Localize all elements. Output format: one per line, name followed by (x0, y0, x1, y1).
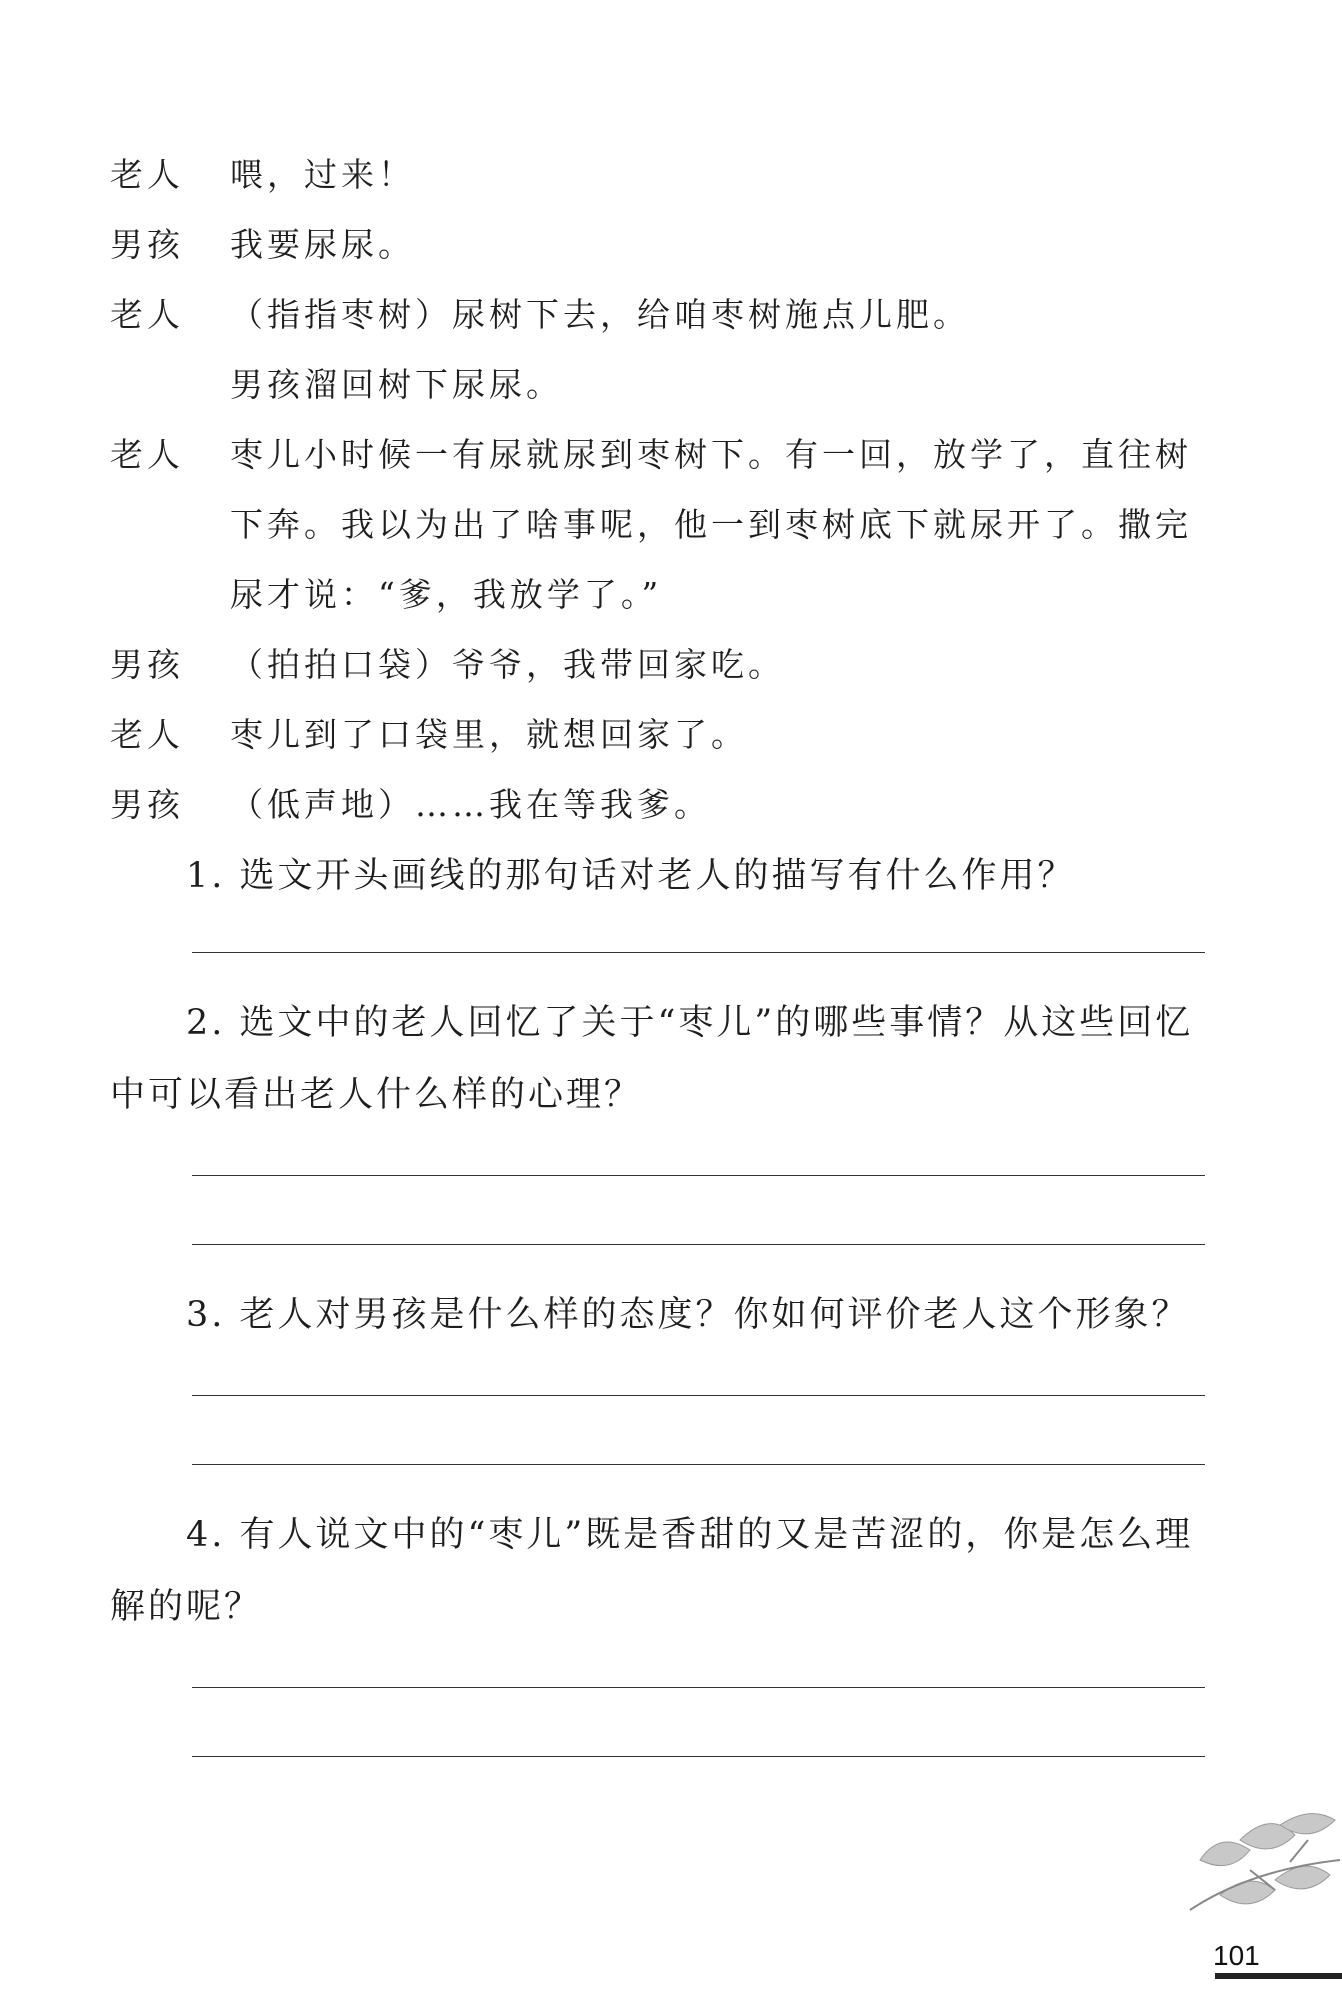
speaker-label: 老人 (110, 435, 184, 474)
question-2: 2. 选文中的老人回忆了关于“枣儿”的哪些事情？从这些回忆中可以看出老人什么样的心理？ (110, 1003, 1194, 1115)
play-dialogue (110, 140, 1220, 840)
questions-section (110, 840, 1205, 1757)
dialogue-line (110, 280, 1220, 350)
dialogue-line (110, 700, 1220, 770)
stage-direction: 男孩溜回树下尿尿。 (230, 365, 563, 404)
answer-line[interactable] (192, 1395, 1205, 1396)
answer-line[interactable] (192, 952, 1205, 953)
answer-line[interactable] (192, 1175, 1205, 1176)
speech-text: 喂，过来！ (230, 155, 415, 194)
dialogue-line (110, 420, 1220, 630)
dialogue-line (110, 140, 1220, 210)
stage-direction-line (110, 350, 1220, 420)
speaker-label: 老人 (110, 715, 184, 754)
speech-text: （低声地）……我在等我爹。 (230, 785, 711, 824)
question-3: 3. 老人对男孩是什么样的态度？你如何评价老人这个形象？ (186, 1295, 1190, 1335)
speech-text: 枣儿到了口袋里，就想回家了。 (230, 715, 748, 754)
speaker-label: 男孩 (110, 225, 184, 264)
dialogue-line (110, 210, 1220, 280)
speech-text: （拍拍口袋）爷爷，我带回家吃。 (230, 645, 785, 684)
answer-line[interactable] (192, 1464, 1205, 1465)
speaker-label: 老人 (110, 155, 184, 194)
speech-text: 我要尿尿。 (230, 225, 415, 264)
speech-text: 枣儿小时候一有尿就尿到枣树下。有一回，放学了，直往树下奔。我以为出了啥事呢，他一到枣树底下就尿开了。撒完尿才说：“爹，我放学了。” (230, 435, 1192, 614)
answer-line[interactable] (192, 1244, 1205, 1245)
speaker-label: 老人 (110, 295, 184, 334)
speaker-label: 男孩 (110, 785, 184, 824)
answer-line[interactable] (192, 1687, 1205, 1688)
page-number: 101 (1213, 1940, 1260, 1971)
answer-line[interactable] (192, 1756, 1205, 1757)
dialogue-line (110, 770, 1220, 840)
leaf-decoration-icon (1180, 1800, 1342, 1940)
question-1: 1. 选文开头画线的那句话对老人的描写有什么作用？ (186, 856, 1076, 896)
question-4: 4. 有人说文中的“枣儿”既是香甜的又是苦涩的，你是怎么理解的呢？ (110, 1515, 1194, 1627)
dialogue-line (110, 630, 1220, 700)
speaker-label: 男孩 (110, 645, 184, 684)
page-number-bar (1215, 1973, 1342, 1979)
speech-text: （指指枣树）尿树下去，给咱枣树施点儿肥。 (230, 295, 970, 334)
